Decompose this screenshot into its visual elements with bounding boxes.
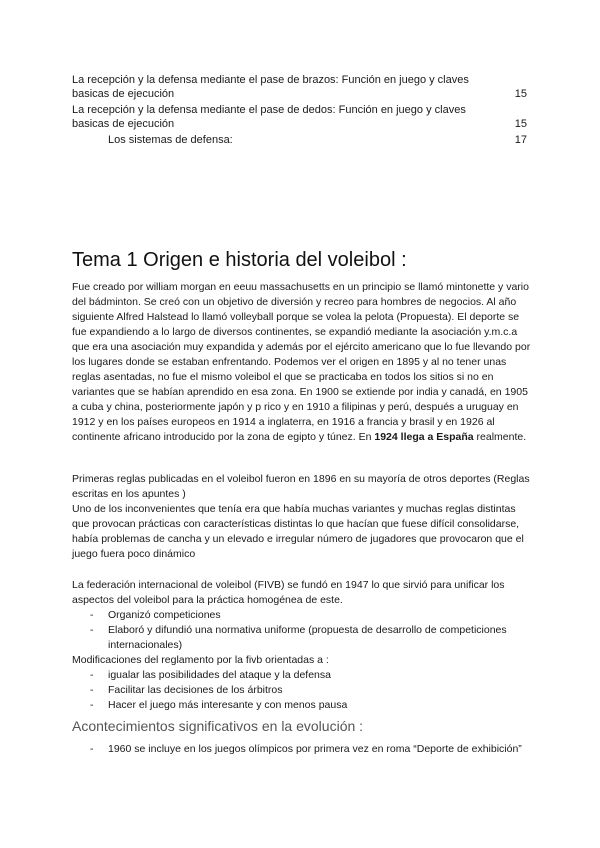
rules-line-2: Uno de los inconvenientes que tenía era que había muchas variantes y muchas reglas distintas que provocan prácticas con características distintas lo que hacían que fuese difícil consolidarse, había problemas de cancha y un elevado e irregular número de jugadores que provocaron que el juego fuera poco dinámico xyxy=(72,503,524,560)
history-text: Fue creado por william morgan en eeuu massachusetts en un principio se llamó mintonette y vario del bádminton. Se creó con un objetivo de diversión y recreo para hombres de negocios. Al año siguiente Alfred Halstead lo llamó volleyball porque se volea la pelota (Propuesta). El deporte se fue expandiendo a lo largo de diversos continentes, se expandió mediante la asociación y.m.c.a que era una asociación muy expandida y además por el ejército americano que lo fue llevando por los lugares donde se estaban enfrentando. Podemos ver el origen en 1895 y al no tener unas reglas asentadas, no fue el mismo voleibol el que se practicaba en todos los sitios si no en variantes que se habían aprendido en esa zona. En 1900 se extiende por india y canadá, en 1905 a cuba y china, posteriormente japón y p rico y en 1910 a filipinas y perú, después a uruguay en 1912 y en los países europeos en 1914 a inglaterra, en 1916 a francia y brasil y en 1926 al continente africano introducido por la zona de egipto y túnez. En xyxy=(72,281,531,443)
section-heading: Tema 1 Origen e historia del voleibol : xyxy=(72,249,407,271)
list-item: - Hacer el juego más interesante y con menos pausa xyxy=(72,698,534,713)
fivb-intro: La federación internacional de voleibol (FIVB) se fundó en 1947 lo que sirvió para unificar los aspectos del voleibol para la práctica homogénea de este. xyxy=(72,579,505,606)
toc-entry-title: Los sistemas de defensa: xyxy=(108,134,233,146)
toc-entry[interactable] xyxy=(72,133,532,147)
list-item: - Facilitar las decisiones de los árbitros xyxy=(72,683,534,698)
list-item: - Elaboró y difundió una normativa uniforme (propuesta de desarrollo de competiciones internacionales) xyxy=(72,623,534,653)
toc-entry-title: La recepción y la defensa mediante el pase de dedos: Función en juego y claves basicas de ejecución xyxy=(72,104,466,130)
toc-entry-page: 15 xyxy=(514,118,527,130)
events-section xyxy=(72,742,534,757)
history-bold-text: 1924 llega a España xyxy=(374,431,474,443)
history-tail-text: realmente. xyxy=(473,431,527,443)
modifications-intro: Modificaciones del reglamento por la fivb orientadas a : xyxy=(72,654,329,666)
rules-paragraph xyxy=(72,472,534,562)
toc-entry-page: 17 xyxy=(514,134,527,146)
toc-entry-title: La recepción y la defensa mediante el pase de brazos: Función en juego y claves basicas de ejecución xyxy=(72,74,469,100)
toc-entry[interactable] xyxy=(72,103,532,131)
fivb-section xyxy=(72,578,534,713)
modifications-list xyxy=(72,668,534,713)
list-item: - igualar las posibilidades del ataque y la defensa xyxy=(72,668,534,683)
table-of-contents xyxy=(72,73,532,149)
fivb-list xyxy=(72,608,534,653)
toc-entry-page: 15 xyxy=(514,88,527,100)
events-list xyxy=(72,742,534,757)
list-item: - Organizó competiciones xyxy=(72,608,534,623)
history-paragraph xyxy=(72,280,534,445)
subsection-heading: Acontecimientos significativos en la evolución : xyxy=(72,718,364,734)
rules-line-1: Primeras reglas publicadas en el voleibol fueron en 1896 en su mayoría de otros deportes (Reglas escritas en los apuntes ) xyxy=(72,473,530,500)
toc-entry[interactable] xyxy=(72,73,532,101)
list-item: - 1960 se incluye en los juegos olímpicos por primera vez en roma “Deporte de exhibición” xyxy=(72,742,534,757)
